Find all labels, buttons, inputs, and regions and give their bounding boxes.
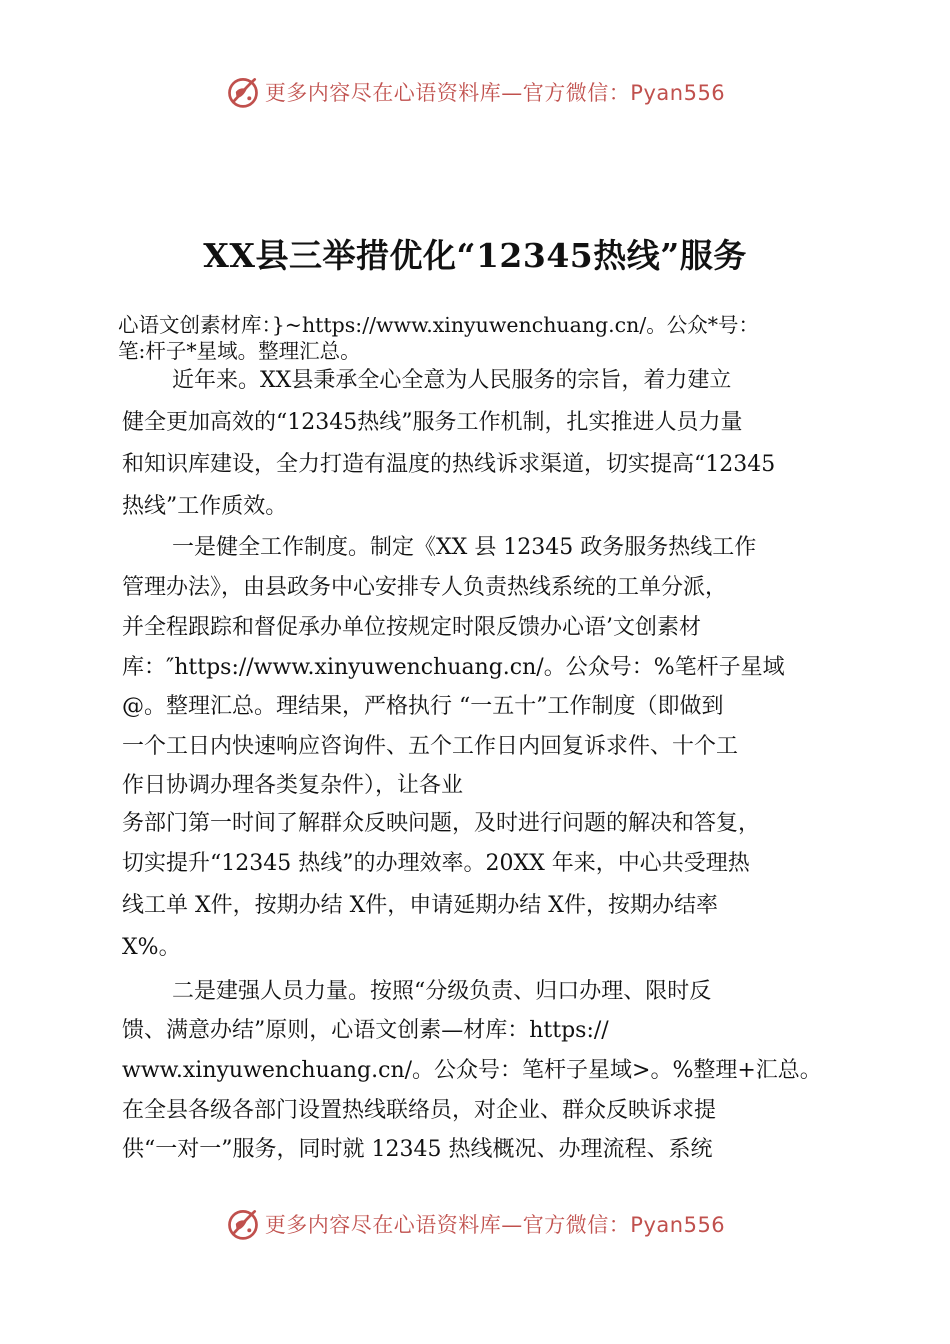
header-banner — [0, 70, 950, 114]
ink-brush-logo-icon — [225, 74, 261, 110]
body-line: www.xinyuwenchuang.cn/。公众号：笔杆子星域>。%整理+汇总。 — [122, 1058, 822, 1083]
body-line: 一是健全工作制度。制定《XX 县 12345 政务服务热线工作 — [172, 535, 757, 560]
body-line: 在全县各级各部门设置热线联络员，对企业、群众反映诉求提 — [122, 1098, 717, 1123]
banner-text: 更多内容尽在心语资料库—官方微信：Pyan556 — [264, 1213, 726, 1237]
body-line: 馈、满意办结”原则，心语文创素—材库：https:// — [122, 1018, 609, 1043]
body-line: 切实提升“12345 热线”的办理效率。20XX 年来，中心共受理热 — [122, 851, 750, 876]
body-line: 热线”工作质效。 — [122, 494, 288, 519]
body-line: 作日协调办理各类复杂件），让各业 — [122, 773, 464, 798]
source-line: 心语文创素材库：}~https://www.xinyuwenchuang.cn/。公众*号： — [118, 313, 760, 337]
body-line: 健全更加高效的“12345热线”服务工作机制，扎实推进人员力量 — [122, 410, 743, 435]
body-line: 务部门第一时间了解群众反映问题，及时进行问题的解决和答复， — [122, 811, 761, 836]
body-line: 供“一对一”服务，同时就 12345 热线概况、办理流程、系统 — [122, 1137, 713, 1162]
source-line: 笔:杆子*星域。整理汇总。 — [118, 339, 361, 363]
body-line: X%。 — [122, 935, 181, 960]
body-line: 线工单 X件，按期办结 X件，申请延期办结 X件，按期办结率 — [122, 893, 718, 918]
footer-banner — [0, 1202, 950, 1246]
body-line: @。整理汇总。理结果，严格执行 “一五十”工作制度（即做到 — [122, 694, 724, 719]
body-line: 近年来。XX县秉承全心全意为人民服务的宗旨，着力建立 — [172, 368, 732, 393]
body-line: 一个工日内快速响应咨询件、五个工作日内回复诉求件、十个工 — [122, 734, 739, 759]
body-line: 并全程跟踪和督促承办单位按规定时限反馈办心语’文创素材 — [122, 615, 701, 640]
document-title: XX县三举措优化“12345热线”服务 — [203, 236, 747, 275]
ink-brush-logo-icon — [225, 1206, 261, 1242]
body-line: 和知识库建设，全力打造有温度的热线诉求渠道，切实提高“12345 — [122, 452, 776, 477]
body-line: 库：″https://www.xinyuwenchuang.cn/。公众号：%笔杆子星域 — [122, 655, 785, 680]
body-line: 二是建强人员力量。按照“分级负责、归口办理、限时反 — [172, 979, 712, 1004]
source-note — [118, 312, 878, 364]
banner-text: 更多内容尽在心语资料库—官方微信：Pyan556 — [264, 81, 726, 105]
body-line: 管理办法》，由县政务中心安排专人负责热线系统的工单分派， — [122, 575, 728, 600]
